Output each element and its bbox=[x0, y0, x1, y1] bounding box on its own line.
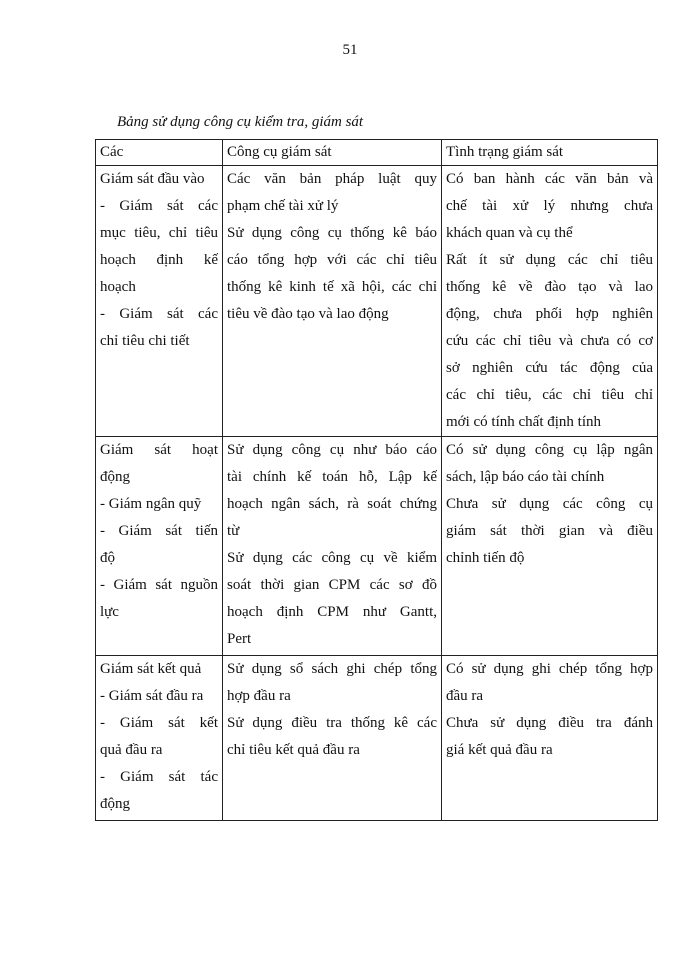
cell-tools bbox=[223, 656, 442, 821]
cell-line: từ bbox=[227, 523, 240, 539]
table-caption: Bảng sử dụng công cụ kiểm tra, giám sát bbox=[117, 114, 364, 130]
cell-line: - Giám ngân quỹ bbox=[100, 496, 202, 512]
cell-line: Có sử dụng ghi chép tổng hợp bbox=[446, 661, 653, 677]
cell-stage bbox=[96, 437, 223, 656]
cell-line: Chưa sử dụng các công cụ bbox=[446, 496, 653, 512]
cell-line: thống kê về đào tạo và lao bbox=[446, 279, 653, 295]
cell-line: lực bbox=[100, 604, 119, 620]
table-header-row bbox=[96, 140, 658, 166]
cell-line: giám sát thời gian và điều bbox=[446, 523, 653, 539]
cell-line: hợp đầu ra bbox=[227, 688, 291, 704]
cell-line: Chưa sử dụng điều tra đánh bbox=[446, 715, 653, 731]
header-stage: Các bbox=[96, 140, 223, 166]
cell-line: - Giám sát nguồn bbox=[100, 577, 218, 593]
cell-line: Sử dụng điều tra thống kê các bbox=[227, 715, 437, 731]
cell-line: Các văn bản pháp luật quy bbox=[227, 171, 437, 187]
cell-line: hoạch ngân sách, rà soát chứng bbox=[227, 496, 437, 512]
cell-line: - Giám sát đầu ra bbox=[100, 688, 204, 704]
header-tools: Công cụ giám sát bbox=[223, 140, 442, 166]
cell-line: cứu các chỉ tiêu và chưa có cơ bbox=[446, 333, 653, 349]
header-status: Tình trạng giám sát bbox=[442, 140, 658, 166]
monitoring-tools-table bbox=[95, 139, 658, 821]
cell-line: động bbox=[100, 469, 130, 485]
cell-line: Có sử dụng công cụ lập ngân bbox=[446, 442, 653, 458]
cell-line: Sử dụng công cụ thống kê báo bbox=[227, 225, 437, 241]
cell-line: động, chưa phối hợp nghiên bbox=[446, 306, 653, 322]
cell-line: Giám sát kết quả bbox=[100, 661, 202, 677]
cell-line: sách, lập báo cáo tài chính bbox=[446, 469, 605, 485]
cell-line: giá kết quả đầu ra bbox=[446, 742, 553, 758]
cell-line: phạm chế tài xử lý bbox=[227, 198, 339, 214]
table-row bbox=[96, 656, 658, 821]
cell-line: Giám sát đầu vào bbox=[100, 171, 205, 187]
cell-line: chỉnh tiến độ bbox=[446, 550, 525, 566]
cell-line: tài chính kế toán hỗ, Lập kế bbox=[227, 469, 437, 485]
cell-line: Giám sát hoạt bbox=[100, 442, 218, 458]
cell-line: mới có tính chất định tính bbox=[446, 414, 601, 430]
cell-line: hoạch bbox=[100, 279, 136, 295]
cell-line: đầu ra bbox=[446, 688, 484, 704]
cell-line: khách quan và cụ thể bbox=[446, 225, 573, 241]
cell-line: Rất ít sử dụng các chỉ tiêu bbox=[446, 252, 653, 268]
page-number: 51 bbox=[342, 42, 358, 58]
cell-line: - Giám sát các bbox=[100, 198, 218, 214]
cell-line: - Giám sát tác bbox=[100, 769, 218, 785]
cell-line: các chỉ tiêu, các chỉ tiêu chỉ bbox=[446, 387, 653, 403]
cell-line: Pert bbox=[227, 631, 252, 647]
cell-line: thống kê kinh tế xã hội, các chỉ bbox=[227, 279, 437, 295]
cell-line: - Giám sát tiến bbox=[100, 523, 218, 539]
cell-line: - Giám sát kết bbox=[100, 715, 218, 731]
cell-line: động bbox=[100, 796, 130, 812]
cell-line: Có ban hành các văn bản và bbox=[446, 171, 653, 187]
cell-line: sở nghiên cứu tác động của bbox=[446, 360, 653, 376]
cell-line: Sử dụng công cụ như báo cáo bbox=[227, 442, 437, 458]
cell-line: quả đầu ra bbox=[100, 742, 163, 758]
cell-stage bbox=[96, 166, 223, 437]
cell-line: hoạch định kế bbox=[100, 252, 218, 268]
cell-stage bbox=[96, 656, 223, 821]
table-row bbox=[96, 437, 658, 656]
cell-status bbox=[442, 166, 658, 437]
cell-line: độ bbox=[100, 550, 115, 566]
cell-line: chỉ tiêu chi tiết bbox=[100, 333, 190, 349]
cell-line: mục tiêu, chỉ tiêu bbox=[100, 225, 218, 241]
cell-line: tiêu về đào tạo và lao động bbox=[227, 306, 389, 322]
cell-line: - Giám sát các bbox=[100, 306, 218, 322]
cell-tools bbox=[223, 166, 442, 437]
cell-line: chế tài xử lý nhưng chưa bbox=[446, 198, 653, 214]
cell-line: Sử dụng sổ sách ghi chép tổng bbox=[227, 661, 437, 677]
cell-status bbox=[442, 437, 658, 656]
cell-status bbox=[442, 656, 658, 821]
cell-line: chỉ tiêu kết quả đầu ra bbox=[227, 742, 360, 758]
cell-line: hoạch định CPM như Gantt, bbox=[227, 604, 437, 620]
cell-tools bbox=[223, 437, 442, 656]
table-row bbox=[96, 166, 658, 437]
cell-line: soát thời gian CPM các sơ đồ bbox=[227, 577, 437, 593]
cell-line: cáo tổng hợp với các chỉ tiêu bbox=[227, 252, 437, 268]
cell-line: Sử dụng các công cụ về kiểm bbox=[227, 550, 437, 566]
